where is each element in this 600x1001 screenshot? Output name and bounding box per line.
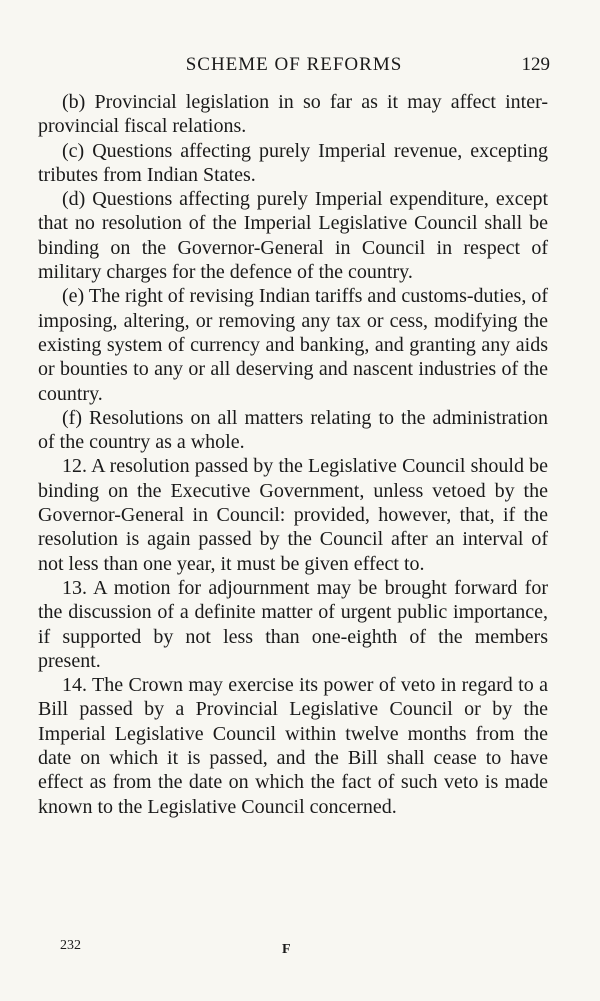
body-text (38, 90, 548, 819)
page-footer (38, 938, 550, 964)
paragraph-13: 13. A motion for adjournment may be brought forward for the discussion of a definite matter of urgent public importance, if supported by not less than one-eighth of the members present. (38, 576, 548, 672)
page-number: 129 (521, 54, 550, 75)
signature-number: 232 (60, 938, 81, 953)
paragraph-c: (c) Questions affecting purely Imperial revenue, excepting tributes from Indian States. (38, 139, 548, 186)
sheet-mark: F (282, 942, 291, 957)
paragraph-d: (d) Questions affecting purely Imperial expenditure, except that no resolution of the Imperial Legislative Council shall be binding on the Governor-General in Council in respect of military charges for the defence of the country. (38, 188, 548, 284)
paragraph-b: (b) Provincial legislation in so far as it may affect inter-provincial fiscal relations. (38, 91, 548, 138)
paragraph-12: 12. A resolution passed by the Legislative Council should be binding on the Executive Government, unless vetoed by the Governor-General in Council: provided, however, that, if the resolution is again passed by the Council after an interval of not less than one year, it must be given effect to. (38, 455, 548, 575)
page-header (38, 54, 550, 82)
paragraph-e: (e) The right of revising Indian tariffs and customs-duties, of imposing, altering, or removing any tax or cess, modifying the existing system of currency and banking, and granting any aids or bounties to any or all deserving and nascent industries of the country. (38, 285, 548, 405)
paragraph-14: 14. The Crown may exercise its power of veto in regard to a Bill passed by a Provincial Legislative Council or by the Imperial Legislative Council within twelve months from the date on which it is passed, and the Bill shall cease to have effect as from the date on which the fact of such veto is made known to the Legislative Council concerned. (38, 674, 548, 818)
running-head: SCHEME OF REFORMS (185, 54, 403, 75)
paragraph-f: (f) Resolutions on all matters relating to the administration of the country as a whole. (38, 406, 548, 454)
